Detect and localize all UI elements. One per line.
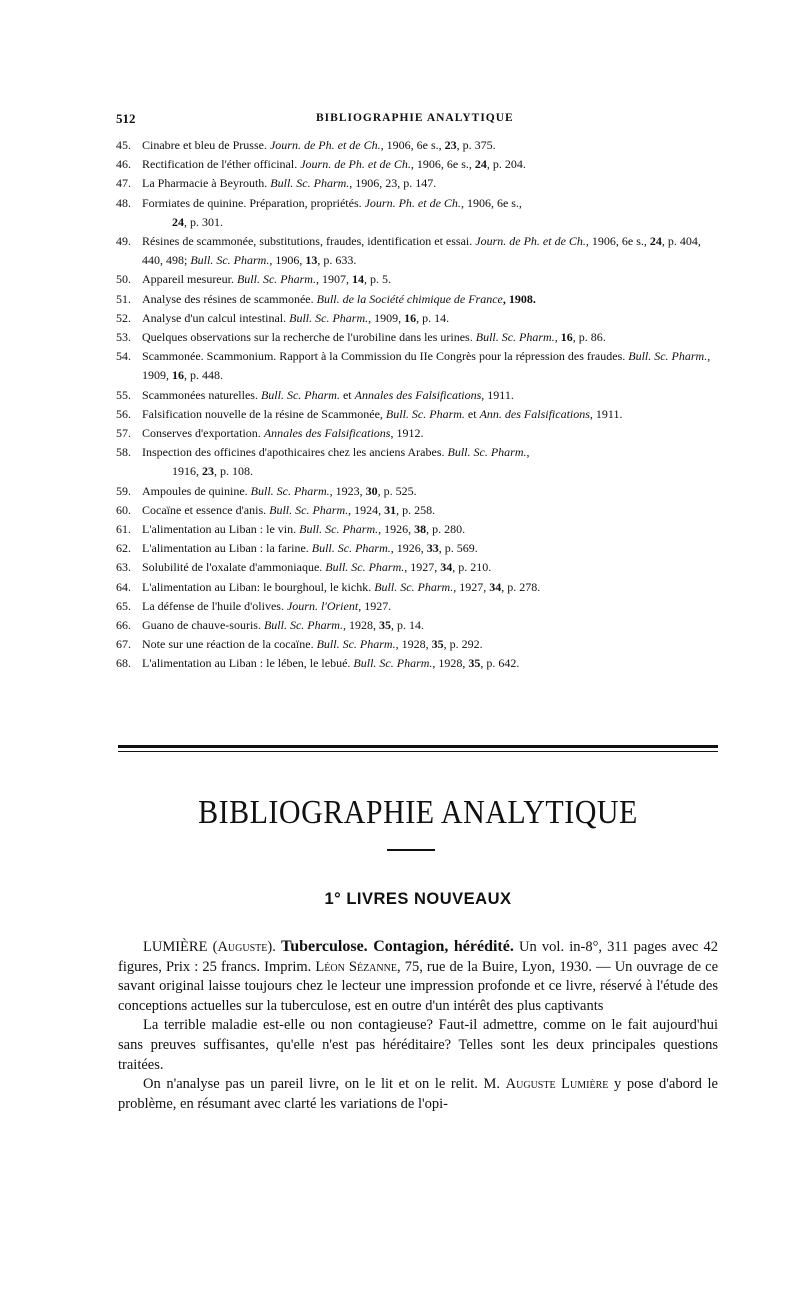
review-paragraph bbox=[118, 1016, 718, 1075]
text-run: LUMIÈRE ( bbox=[143, 939, 218, 955]
text-run: Annales des Falsifications bbox=[263, 426, 391, 441]
section-title: BIBLIOGRAPHIE ANALYTIQUE bbox=[198, 793, 638, 831]
reference-text bbox=[142, 503, 435, 517]
text-run: , 1906, 6e s., bbox=[380, 138, 445, 152]
reference-text bbox=[142, 407, 622, 421]
reference-text bbox=[142, 349, 710, 382]
text-run: Ampoules de quinine. bbox=[142, 483, 251, 498]
text-run: Auguste bbox=[217, 939, 268, 955]
text-run: 24 bbox=[172, 214, 184, 229]
reference-number: 53. bbox=[116, 330, 131, 345]
text-run: Un vol. in-8°, 311 pages avec 42 figures, Prix : 25 francs. Imprim. bbox=[118, 939, 718, 975]
text-run: Bull. Sc. Pharm. bbox=[270, 176, 350, 191]
text-run: y pose d'abord le problème, en résumant avec clarté les variations de l'opi- bbox=[118, 1076, 718, 1112]
text-run: , 1907, bbox=[315, 272, 352, 287]
text-run: , p. 204. bbox=[486, 157, 526, 172]
text-run: , 1911. bbox=[481, 387, 514, 402]
text-run: , 1928, bbox=[395, 637, 432, 652]
text-run: Scammonées naturelles. bbox=[142, 387, 261, 402]
text-run: et bbox=[339, 387, 355, 402]
text-run: 34 bbox=[489, 579, 502, 594]
reference-number: 54. bbox=[116, 349, 131, 364]
text-run: , p. 525. bbox=[377, 483, 417, 498]
text-run: 13 bbox=[305, 253, 318, 268]
reference-item bbox=[116, 155, 716, 174]
reference-item bbox=[116, 482, 716, 501]
reference-text bbox=[142, 330, 606, 344]
text-run: 35 bbox=[431, 637, 444, 652]
text-run: , 1924, bbox=[348, 502, 385, 517]
text-run: Bull. Sc. Pharm. bbox=[316, 637, 396, 652]
text-run: , p. 404, 440, 498; bbox=[142, 234, 701, 268]
reference-number: 55. bbox=[116, 387, 131, 402]
reference-number: 65. bbox=[116, 598, 131, 613]
reference-number: 56. bbox=[116, 406, 131, 421]
reference-number: 49. bbox=[116, 234, 131, 249]
reference-number: 52. bbox=[116, 310, 131, 325]
text-run: 16 bbox=[172, 368, 184, 383]
reference-number: 46. bbox=[116, 157, 131, 172]
reference-text bbox=[142, 311, 449, 325]
text-run: Bull. Sc. Pharm. bbox=[260, 387, 340, 402]
text-run: 1916, bbox=[172, 464, 202, 479]
text-run: , 1906, bbox=[269, 253, 306, 268]
text-run: 24 bbox=[649, 234, 662, 249]
reference-text bbox=[142, 656, 519, 670]
reference-item bbox=[116, 424, 716, 443]
text-run: Cocaïne et essence d'anis. bbox=[142, 502, 270, 517]
reference-text bbox=[142, 637, 483, 651]
text-run: 33 bbox=[426, 541, 439, 556]
text-run: , p. 280. bbox=[426, 522, 466, 537]
book-review bbox=[118, 937, 718, 1114]
reference-text bbox=[142, 560, 491, 574]
page-number: 512 bbox=[116, 111, 136, 126]
text-run: 38 bbox=[414, 522, 427, 537]
reference-item bbox=[116, 405, 716, 424]
reference-text bbox=[142, 580, 540, 594]
text-run: Bull. Sc. Pharm. bbox=[374, 579, 454, 594]
reference-item bbox=[116, 232, 716, 270]
text-run: , 1911. bbox=[589, 406, 623, 421]
text-run: 31 bbox=[384, 502, 397, 517]
text-run: Bull. Sc. Pharm. bbox=[263, 618, 343, 633]
text-run: Bull. Sc. Pharm. bbox=[269, 502, 349, 517]
text-run: Analyse des résines de scammonée. bbox=[142, 291, 317, 306]
text-run: , p. 86. bbox=[572, 330, 606, 345]
text-run: Scammonée. Scammonium. Rapport à la Commission du IIe Congrès pour la répression des fraudes. bbox=[142, 349, 629, 364]
reference-item bbox=[116, 539, 716, 558]
text-run: , 1926, bbox=[378, 522, 415, 537]
reference-item bbox=[116, 309, 716, 328]
reference-item bbox=[116, 270, 716, 289]
reference-text bbox=[142, 618, 424, 632]
reference-text bbox=[142, 599, 391, 613]
text-run: Journ. Ph. et de Ch. bbox=[364, 195, 461, 210]
text-run: Falsification nouvelle de la résine de Scammonée, bbox=[142, 406, 386, 421]
text-run: , p. 448. bbox=[184, 368, 223, 383]
reference-item bbox=[116, 290, 716, 309]
text-run: , 1906, 23, p. 147. bbox=[349, 176, 437, 191]
text-run: 35 bbox=[378, 618, 391, 633]
title-underline bbox=[387, 849, 435, 851]
text-run: Bull. Sc. Pharm. bbox=[311, 541, 391, 556]
reference-number: 48. bbox=[116, 195, 131, 210]
text-run: 35 bbox=[468, 656, 481, 671]
text-run: Journ. de Ph. et de Ch. bbox=[300, 157, 411, 172]
reference-number: 47. bbox=[116, 176, 131, 191]
text-run: , 1927. bbox=[358, 598, 392, 613]
text-run: La défense de l'huile d'olives. bbox=[142, 598, 287, 613]
reference-text bbox=[142, 445, 530, 459]
reference-number: 58. bbox=[116, 445, 131, 460]
text-run: , p. 14. bbox=[416, 310, 450, 325]
text-run: , 1927, bbox=[453, 579, 490, 594]
text-run: , bbox=[526, 445, 530, 460]
text-run: Bull. de la Société chimique de France bbox=[316, 291, 503, 306]
reference-item bbox=[116, 386, 716, 405]
text-run: Bull. Sc. Pharm. bbox=[385, 406, 465, 421]
reference-text bbox=[142, 292, 536, 306]
text-run: , p. 292. bbox=[443, 637, 483, 652]
text-run: et bbox=[464, 406, 480, 421]
text-run: , p. 642. bbox=[480, 656, 520, 671]
text-run: Note sur une réaction de la cocaïne. bbox=[142, 637, 317, 652]
text-run: Bull. Sc. Pharm. bbox=[299, 522, 379, 537]
reference-item bbox=[116, 578, 716, 597]
reference-text bbox=[142, 234, 701, 267]
text-run: Bull. Sc. Pharm. bbox=[250, 483, 330, 498]
double-rule-top bbox=[118, 745, 718, 748]
reference-text bbox=[142, 272, 391, 286]
reference-item bbox=[116, 443, 716, 481]
reference-continuation bbox=[142, 462, 716, 481]
reference-item bbox=[116, 136, 716, 155]
reference-item bbox=[116, 616, 716, 635]
text-run: , 1923, bbox=[329, 483, 366, 498]
subsection-heading: 1° LIVRES NOUVEAUX bbox=[324, 890, 512, 908]
text-run: , p. 5. bbox=[363, 272, 391, 287]
text-run: Cinabre et bleu de Prusse. bbox=[142, 138, 270, 152]
text-run: Journ. de Ph. et de Ch. bbox=[475, 234, 586, 249]
reference-text bbox=[142, 138, 496, 152]
reference-item bbox=[116, 194, 716, 232]
text-run: , p. 258. bbox=[396, 502, 436, 517]
reference-number: 64. bbox=[116, 579, 131, 594]
reference-item bbox=[116, 501, 716, 520]
text-run: 16 bbox=[404, 310, 417, 325]
text-run: , 1908. bbox=[502, 291, 536, 306]
text-run: Bull. Sc. Pharm. bbox=[353, 656, 433, 671]
text-run: , p. 278. bbox=[501, 579, 541, 594]
text-run: Quelques observations sur la recherche de l'urobiline dans les urines. bbox=[142, 330, 476, 345]
reference-continuation bbox=[142, 213, 716, 232]
text-run: , p. 633. bbox=[317, 253, 357, 268]
text-run: , 1928, bbox=[432, 656, 469, 671]
text-run: Inspection des officines d'apothicaires chez les anciens Arabes. bbox=[142, 445, 448, 460]
reference-item bbox=[116, 597, 716, 616]
text-run: , 1906, 6e s., bbox=[460, 195, 522, 210]
text-run: Résines de scammonée, substitutions, fraudes, identification et essai. bbox=[142, 234, 476, 249]
reference-text bbox=[142, 176, 436, 190]
reference-number: 60. bbox=[116, 502, 131, 517]
text-run: On n'analyse pas un pareil livre, on le lit et on le relit. M. bbox=[143, 1076, 506, 1093]
text-run: 23 bbox=[444, 138, 457, 152]
reference-number: 66. bbox=[116, 618, 131, 633]
text-run: Ann. des Falsifications bbox=[479, 406, 590, 421]
text-run: La terrible maladie est-elle ou non contagieuse? Faut-il admettre, comme on le fait aujourd'hui sans preuves suffisantes, qu'elle n'est pas héréditaire? Telles sont les deux principales questions traitées. bbox=[118, 1017, 718, 1073]
text-run: , p. 14. bbox=[390, 618, 424, 633]
text-run: Bull. Sc. Pharm. bbox=[447, 445, 527, 460]
text-run: L'alimentation au Liban : le vin. bbox=[142, 522, 300, 537]
text-run: Journ. l'Orient bbox=[286, 598, 359, 613]
reference-item bbox=[116, 558, 716, 577]
text-run: 23 bbox=[202, 464, 214, 479]
reference-text bbox=[142, 522, 465, 536]
text-run: 16 bbox=[560, 330, 573, 345]
running-head: BIBLIOGRAPHIE ANALYTIQUE bbox=[316, 112, 514, 124]
text-run: 30 bbox=[365, 483, 378, 498]
text-run: , p. 210. bbox=[452, 560, 492, 575]
text-run: ). bbox=[267, 939, 281, 955]
text-run: Bull. Sc. Pharm. bbox=[628, 349, 708, 364]
text-run: , 1906, 6e s., bbox=[410, 157, 475, 172]
text-run: , 1906, 6e s., bbox=[585, 234, 650, 249]
review-paragraph bbox=[118, 937, 718, 1016]
text-run: Conserves d'exportation. bbox=[142, 426, 264, 441]
reference-text bbox=[142, 426, 423, 440]
text-run: , 1912. bbox=[390, 426, 424, 441]
reference-number: 68. bbox=[116, 656, 131, 671]
text-run: L'alimentation au Liban : la farine. bbox=[142, 541, 312, 556]
reference-item bbox=[116, 328, 716, 347]
reference-number: 67. bbox=[116, 637, 131, 652]
text-run: Analyse d'un calcul intestinal. bbox=[142, 310, 290, 325]
text-run: , bbox=[554, 330, 561, 345]
text-run: Bull. Sc. Pharm. bbox=[236, 272, 316, 287]
text-run: , p. 108. bbox=[214, 464, 253, 479]
double-rule-bottom bbox=[118, 751, 718, 752]
text-run: 34 bbox=[440, 560, 453, 575]
text-run: Annales des Falsifications bbox=[354, 387, 482, 402]
text-run: Léon Sézanne bbox=[315, 958, 397, 975]
reference-item bbox=[116, 347, 716, 385]
reference-number: 63. bbox=[116, 560, 131, 575]
text-run: Bull. Sc. Pharm. bbox=[289, 310, 369, 325]
text-run: L'alimentation au Liban : le lében, le lebué. bbox=[142, 656, 354, 671]
text-run: , 1909, bbox=[142, 349, 711, 383]
text-run: La Pharmacie à Beyrouth. bbox=[142, 176, 271, 191]
reference-item bbox=[116, 174, 716, 193]
text-run: , 1926, bbox=[390, 541, 427, 556]
text-run: 14 bbox=[351, 272, 364, 287]
text-run: Solubilité de l'oxalate d'ammoniaque. bbox=[142, 560, 326, 575]
reference-text bbox=[142, 541, 478, 555]
text-run: Guano de chauve-souris. bbox=[142, 618, 264, 633]
review-paragraph bbox=[118, 1075, 718, 1114]
reference-number: 50. bbox=[116, 272, 131, 287]
reference-number: 57. bbox=[116, 426, 131, 441]
reference-item bbox=[116, 654, 716, 673]
text-run: , 1927, bbox=[404, 560, 441, 575]
reference-item bbox=[116, 635, 716, 654]
text-run: , p. 301. bbox=[184, 214, 223, 229]
text-run: Rectification de l'éther officinal. bbox=[142, 157, 301, 172]
text-run: Bull. Sc. Pharm. bbox=[325, 560, 405, 575]
reference-text bbox=[142, 388, 514, 402]
text-run: , 1909, bbox=[368, 310, 405, 325]
text-run: Auguste Lumière bbox=[505, 1076, 609, 1093]
text-run: , p. 375. bbox=[456, 138, 496, 152]
text-run: , 1928, bbox=[342, 618, 379, 633]
text-run: , 75, rue de la Buire, Lyon, 1930. — Un ouvrage de ce savant original laisse toujours chez le lecteur une impression profonde et ce livre, réservé à l'étude des conceptions actuelles sur la tuberculose, est en outre d'un intérêt des plus captivants bbox=[118, 958, 719, 1014]
reference-item bbox=[116, 520, 716, 539]
reference-number: 61. bbox=[116, 522, 131, 537]
text-run: , p. 569. bbox=[438, 541, 478, 556]
reference-text bbox=[142, 484, 417, 498]
reference-list bbox=[116, 136, 716, 674]
text-run: Appareil mesureur. bbox=[142, 272, 237, 287]
reference-number: 59. bbox=[116, 483, 131, 498]
reference-number: 51. bbox=[116, 291, 131, 306]
reference-text bbox=[142, 157, 526, 171]
reference-number: 45. bbox=[116, 138, 131, 152]
reference-text bbox=[142, 196, 522, 210]
text-run: Bull. Sc. Pharm. bbox=[475, 330, 555, 345]
text-run: Journ. de Ph. et de Ch. bbox=[269, 138, 381, 152]
text-run: L'alimentation au Liban: le bourghoul, le kichk. bbox=[142, 579, 375, 594]
reference-number: 62. bbox=[116, 541, 131, 556]
text-run: 24 bbox=[474, 157, 487, 172]
text-run: Tuberculose. Contagion, hérédité. bbox=[280, 938, 514, 955]
text-run: Formiates de quinine. Préparation, propriétés. bbox=[142, 195, 365, 210]
text-run: Bull. Sc. Pharm. bbox=[190, 253, 270, 268]
